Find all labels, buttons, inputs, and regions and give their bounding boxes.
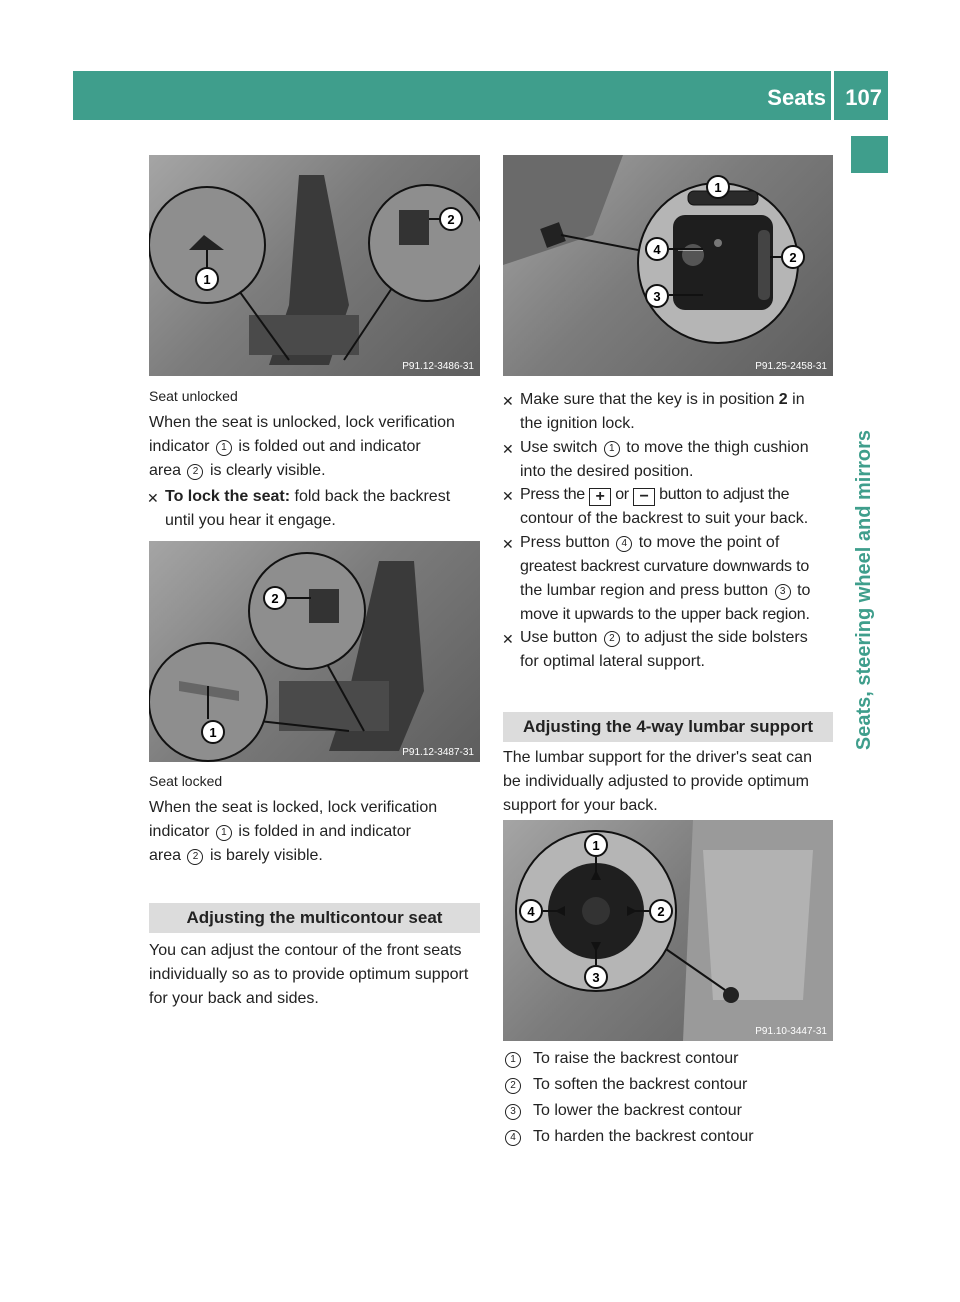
list-text: To harden the backrest contour — [533, 1128, 754, 1145]
text-line — [149, 435, 484, 459]
section-multicontour: Adjusting the multicontour seat — [149, 903, 480, 933]
list-number: 1 — [505, 1052, 521, 1068]
text-line — [149, 844, 484, 868]
text-span: Use button — [520, 629, 598, 646]
bullet-arrow-icon: ✕ — [502, 536, 514, 552]
text-span: Make sure that the key is in position — [520, 391, 779, 408]
callout-1: 1 — [714, 180, 722, 195]
paragraph-locked — [149, 796, 484, 868]
callout-ref: 1 — [604, 441, 620, 457]
side-tab-marker — [851, 136, 888, 173]
caption-seat-unlocked: Seat unlocked — [149, 388, 238, 404]
text-span: to move the thigh cushion — [626, 439, 809, 456]
text-line — [520, 483, 840, 507]
callout-4: 4 — [653, 242, 661, 257]
image-code: P91.12-3487-31 — [402, 747, 474, 758]
lumbar-control-photo — [503, 820, 833, 1041]
text-span: is clearly visible. — [209, 462, 326, 479]
seat-unlocked-illustration — [149, 155, 480, 376]
bullet-side-bolsters — [502, 626, 835, 674]
text-line: The lumbar support for the driver's seat can — [503, 749, 812, 766]
text-span: to move the point of — [638, 534, 780, 551]
image-code: P91.10-3447-31 — [755, 1026, 827, 1037]
bullet-arrow-icon: ✕ — [147, 490, 159, 506]
callout-3: 3 — [592, 970, 600, 985]
callout-1: 1 — [203, 272, 211, 287]
text-span: to — [797, 582, 811, 599]
text-span: in — [787, 391, 805, 408]
image-code: P91.25-2458-31 — [755, 361, 827, 372]
lumbar-control-illustration — [503, 820, 833, 1041]
text-line: until you hear it engage. — [165, 512, 336, 529]
text-line: the ignition lock. — [520, 415, 635, 432]
text-line: for your back and sides. — [149, 990, 319, 1007]
seat-unlocked-photo — [149, 155, 480, 376]
callout-ref: 1 — [216, 440, 232, 456]
bullet-backrest-contour — [502, 483, 840, 531]
text-line — [520, 388, 835, 412]
text-span: is folded in and indicator — [238, 823, 411, 840]
text-span: area — [149, 847, 182, 864]
text-span: fold back the backrest — [290, 488, 451, 505]
text-span: indicator — [149, 823, 210, 840]
list-number: 4 — [505, 1130, 521, 1146]
list-item — [503, 1047, 738, 1071]
page-header — [73, 71, 888, 120]
text-line: greatest backrest curvature downwards to — [520, 558, 810, 575]
text-line — [165, 485, 485, 509]
callout-ref: 2 — [187, 849, 203, 865]
callout-3: 3 — [653, 289, 661, 304]
callout-ref: 4 — [616, 536, 632, 552]
text-line: be individually adjusted to provide optimum — [503, 773, 809, 790]
text-line: for optimal lateral support. — [520, 653, 705, 670]
list-text: To soften the backrest contour — [533, 1076, 748, 1093]
bullet-arrow-icon: ✕ — [502, 441, 514, 457]
callout-4: 4 — [527, 904, 535, 919]
callout-1: 1 — [209, 725, 217, 740]
text-span: button to adjust the — [659, 486, 790, 503]
text-line — [520, 436, 835, 460]
seat-locked-photo — [149, 541, 480, 762]
text-span: Press the — [520, 486, 585, 503]
bullet-arrow-icon: ✕ — [502, 631, 514, 647]
text-line: contour of the backrest to suit your back. — [520, 510, 809, 527]
list-item — [503, 1099, 742, 1123]
text-span: Use switch — [520, 439, 598, 456]
list-number: 2 — [505, 1078, 521, 1094]
text-line: When the seat is locked, lock verification — [149, 799, 438, 816]
text-line — [520, 531, 840, 555]
plus-key-icon: + — [589, 488, 611, 506]
minus-key-icon: − — [633, 488, 655, 506]
image-code: P91.12-3486-31 — [402, 361, 474, 372]
text-line: When the seat is unlocked, lock verification — [149, 414, 455, 431]
text-span: Press button — [520, 534, 610, 551]
callout-ref: 2 — [187, 464, 203, 480]
text-line: move it upwards to the upper back region. — [520, 606, 810, 623]
text-line: support for your back. — [503, 797, 658, 814]
multicontour-switch-illustration — [503, 155, 833, 376]
paragraph-lumbar — [503, 746, 838, 818]
caption-seat-locked: Seat locked — [149, 773, 223, 789]
bullet-arrow-icon: ✕ — [502, 488, 514, 504]
callout-2: 2 — [789, 250, 797, 265]
multicontour-switch-photo — [503, 155, 833, 376]
bullet-lock-seat — [147, 485, 485, 533]
bullet-key-position — [502, 388, 835, 436]
header-title: Seats — [767, 85, 826, 110]
text-span: the lumbar region and press button — [520, 582, 769, 599]
callout-1: 1 — [592, 838, 600, 853]
callout-2: 2 — [447, 212, 455, 227]
bullet-curvature — [502, 531, 840, 627]
text-span: is folded out and indicator — [238, 438, 421, 455]
page-number: 107 — [845, 85, 882, 110]
text-bold: 2 — [778, 391, 788, 408]
text-line — [149, 820, 484, 844]
section-lumbar-support: Adjusting the 4-way lumbar support — [503, 712, 833, 742]
bullet-arrow-icon: ✕ — [502, 393, 514, 409]
paragraph-unlocked — [149, 411, 484, 483]
text-bold: To lock the seat: — [165, 488, 291, 505]
text-line: You can adjust the contour of the front seats — [149, 942, 462, 959]
callout-ref: 2 — [604, 631, 620, 647]
text-span: indicator — [149, 438, 210, 455]
list-item — [503, 1073, 747, 1097]
list-text: To raise the backrest contour — [533, 1050, 739, 1067]
side-chapter-label: Seats, steering wheel and mirrors — [853, 429, 875, 751]
text-line — [520, 579, 840, 603]
list-text: To lower the backrest contour — [533, 1102, 742, 1119]
list-number: 3 — [505, 1104, 521, 1120]
text-span: or — [615, 486, 629, 503]
callout-ref: 3 — [775, 584, 791, 600]
text-line — [520, 626, 835, 650]
bullet-thigh-cushion — [502, 436, 835, 484]
seat-locked-illustration — [149, 541, 480, 762]
text-line: into the desired position. — [520, 463, 694, 480]
list-item — [503, 1125, 754, 1149]
paragraph-multicontour — [149, 939, 484, 1011]
callout-2: 2 — [657, 904, 665, 919]
text-line: individually so as to provide optimum support — [149, 966, 469, 983]
text-span: area — [149, 462, 182, 479]
text-line — [149, 459, 484, 483]
text-span: is barely visible. — [209, 847, 323, 864]
text-span: to adjust the side bolsters — [626, 629, 808, 646]
callout-ref: 1 — [216, 825, 232, 841]
header-divider — [831, 71, 834, 120]
callout-2: 2 — [271, 591, 279, 606]
